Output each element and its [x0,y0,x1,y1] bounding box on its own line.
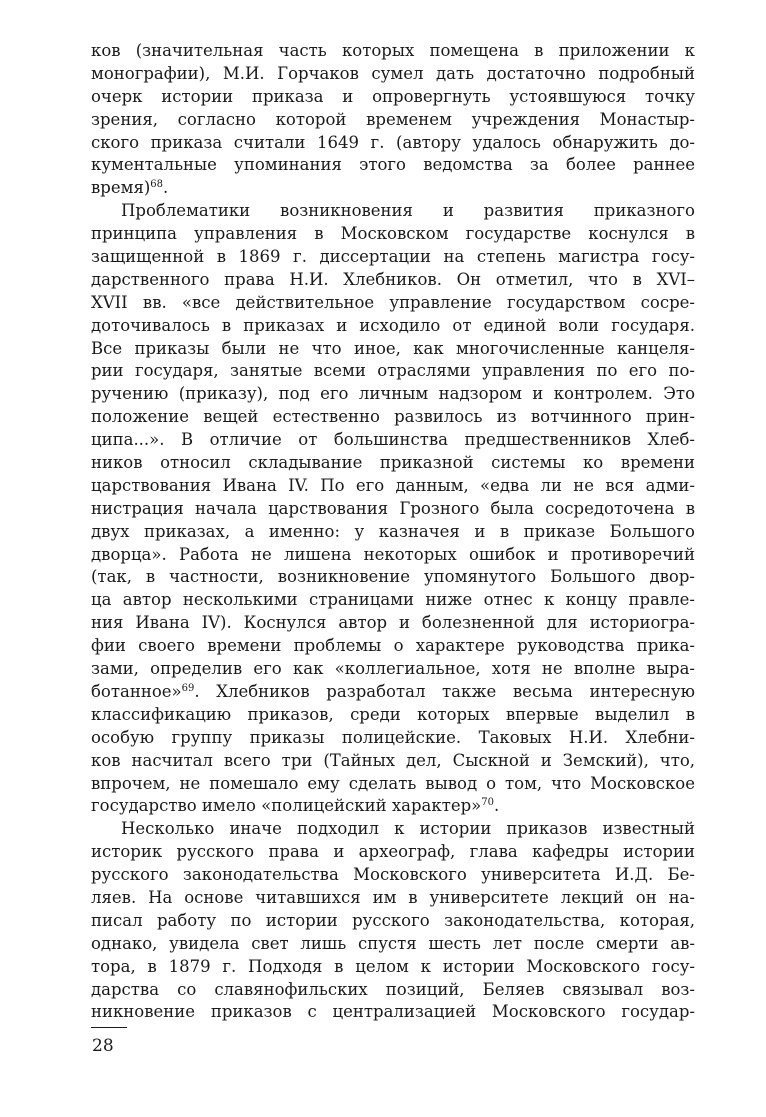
text-line: Несколько иначе подходил к истории приказов известный [121,819,695,839]
line-text: . [163,178,169,198]
text-line: ков (значительная часть которых помещена в приложении к [91,41,695,60]
text-line: особую группу приказы полицейские. Таковых Н.И. Хлебни- [91,727,695,747]
text-line: историк русского права и археограф, глава кафедры истории [91,842,695,862]
footer-rule [91,1027,127,1028]
line-text: . [494,796,500,816]
text-line: ручению (приказу), под его личным надзором и контролем. Это [91,384,695,404]
text-line: ляев. На основе читавшихся им в университете лекций он на- [91,887,695,907]
footnote-ref: 70 [481,797,494,809]
text-line: писал работу по истории русского законодательства, которая, [91,910,695,930]
text-line: защищенной в 1869 г. диссертации на степень магистра госу- [91,247,695,267]
text-line: Проблематики возникновения и развития приказного [121,201,695,221]
text-line: ципа...». В отличие от большинства предшественников Хлеб- [91,430,695,450]
text-line: ского приказа считали 1649 г. (автору удалось обнаружить до- [91,132,695,152]
text-line: зрения, согласно которой временем учреждения Монастыр- [91,109,695,129]
text-line: Все приказы были не что иное, как многочисленные канцеля- [91,338,695,358]
text-line: зами, определив его как «коллегиальное, хотя не вполне выра- [91,659,695,679]
text-line: двух приказах, а именно: у казначея и в приказе Большого [91,521,695,541]
text-line: царствования Ивана IV. По его данным, «едва ли не вся адми- [91,475,695,495]
text-line: рии государя, занятые всеми отраслями управления по его по- [91,361,695,381]
text-line: дарственного права Н.И. Хлебников. Он отметил, что в XVI– [91,269,695,289]
footnote-ref: 68 [150,179,164,191]
paragraph-3 [91,818,695,1024]
page-number: 28 [92,1036,114,1056]
footnote-ref: 69 [181,682,195,694]
text-line: дворца». Работа не лишена некоторых ошибок и противоречий [91,544,695,564]
text-line: никновение приказов с централизацией Московского государ- [91,1002,695,1022]
text-line: тора, в 1879 г. Подходя в целом к истории Московского госу- [91,956,695,976]
text-line: впрочем, не помешало ему сделать вывод о том, что Московское [91,773,695,793]
text-line: (так, в частности, возникновение упомянутого Большого двор- [91,567,695,587]
text-line: XVII вв. «все действительное управление государством сосре- [91,292,695,312]
line-text: . Хлебников разработал также весьма интересную [194,681,695,701]
text-line: нистрация начала царствования Грозного была сосредоточена в [91,498,695,518]
text-line [91,795,695,818]
line-text: государство имело «полицейский характер» [91,796,482,816]
text-line: очерк истории приказа и опровергнуть устоявшуюся точку [91,86,695,106]
text-line: положение вещей естественно развилось из вотчинного прин- [91,407,695,427]
text-line [91,681,695,704]
line-text: время) [91,178,151,198]
paragraph-2 [91,200,695,818]
text-line: ков насчитал всего три (Тайных дел, Сыскной и Земский), что, [91,750,695,770]
text-line: фии своего времени проблемы о характере руководства прика- [91,636,695,656]
text-line: ния Ивана IV). Коснулся автор и болезненной для историогра- [91,613,695,633]
text-line: доточивалось в приказах и исходило от единой воли государя. [91,315,695,335]
text-line: принципа управления в Московском государстве коснулся в [91,224,695,244]
text-line: русского законодательства Московского университета И.Д. Бе- [91,865,695,885]
paragraph-1 [91,40,695,200]
text-line [91,177,695,200]
text-line: классификацию приказов, среди которых впервые выделил в [91,704,695,724]
text-line: монографии), М.И. Горчаков сумел дать достаточно подробный [91,63,695,83]
line-text: ботанное» [91,681,182,701]
text-line: ников относил складывание приказной системы ко времени [91,453,695,473]
text-line: ца автор несколькими страницами ниже отнес к концу правле- [91,590,695,610]
page-body [91,40,695,1024]
text-line: кументальные упоминания этого ведомства за более раннее [91,155,695,175]
text-line: дарства со славянофильских позиций, Беляев связывал воз- [91,979,695,999]
text-line: однако, увидела свет лишь спустя шесть лет после смерти ав- [91,933,695,953]
